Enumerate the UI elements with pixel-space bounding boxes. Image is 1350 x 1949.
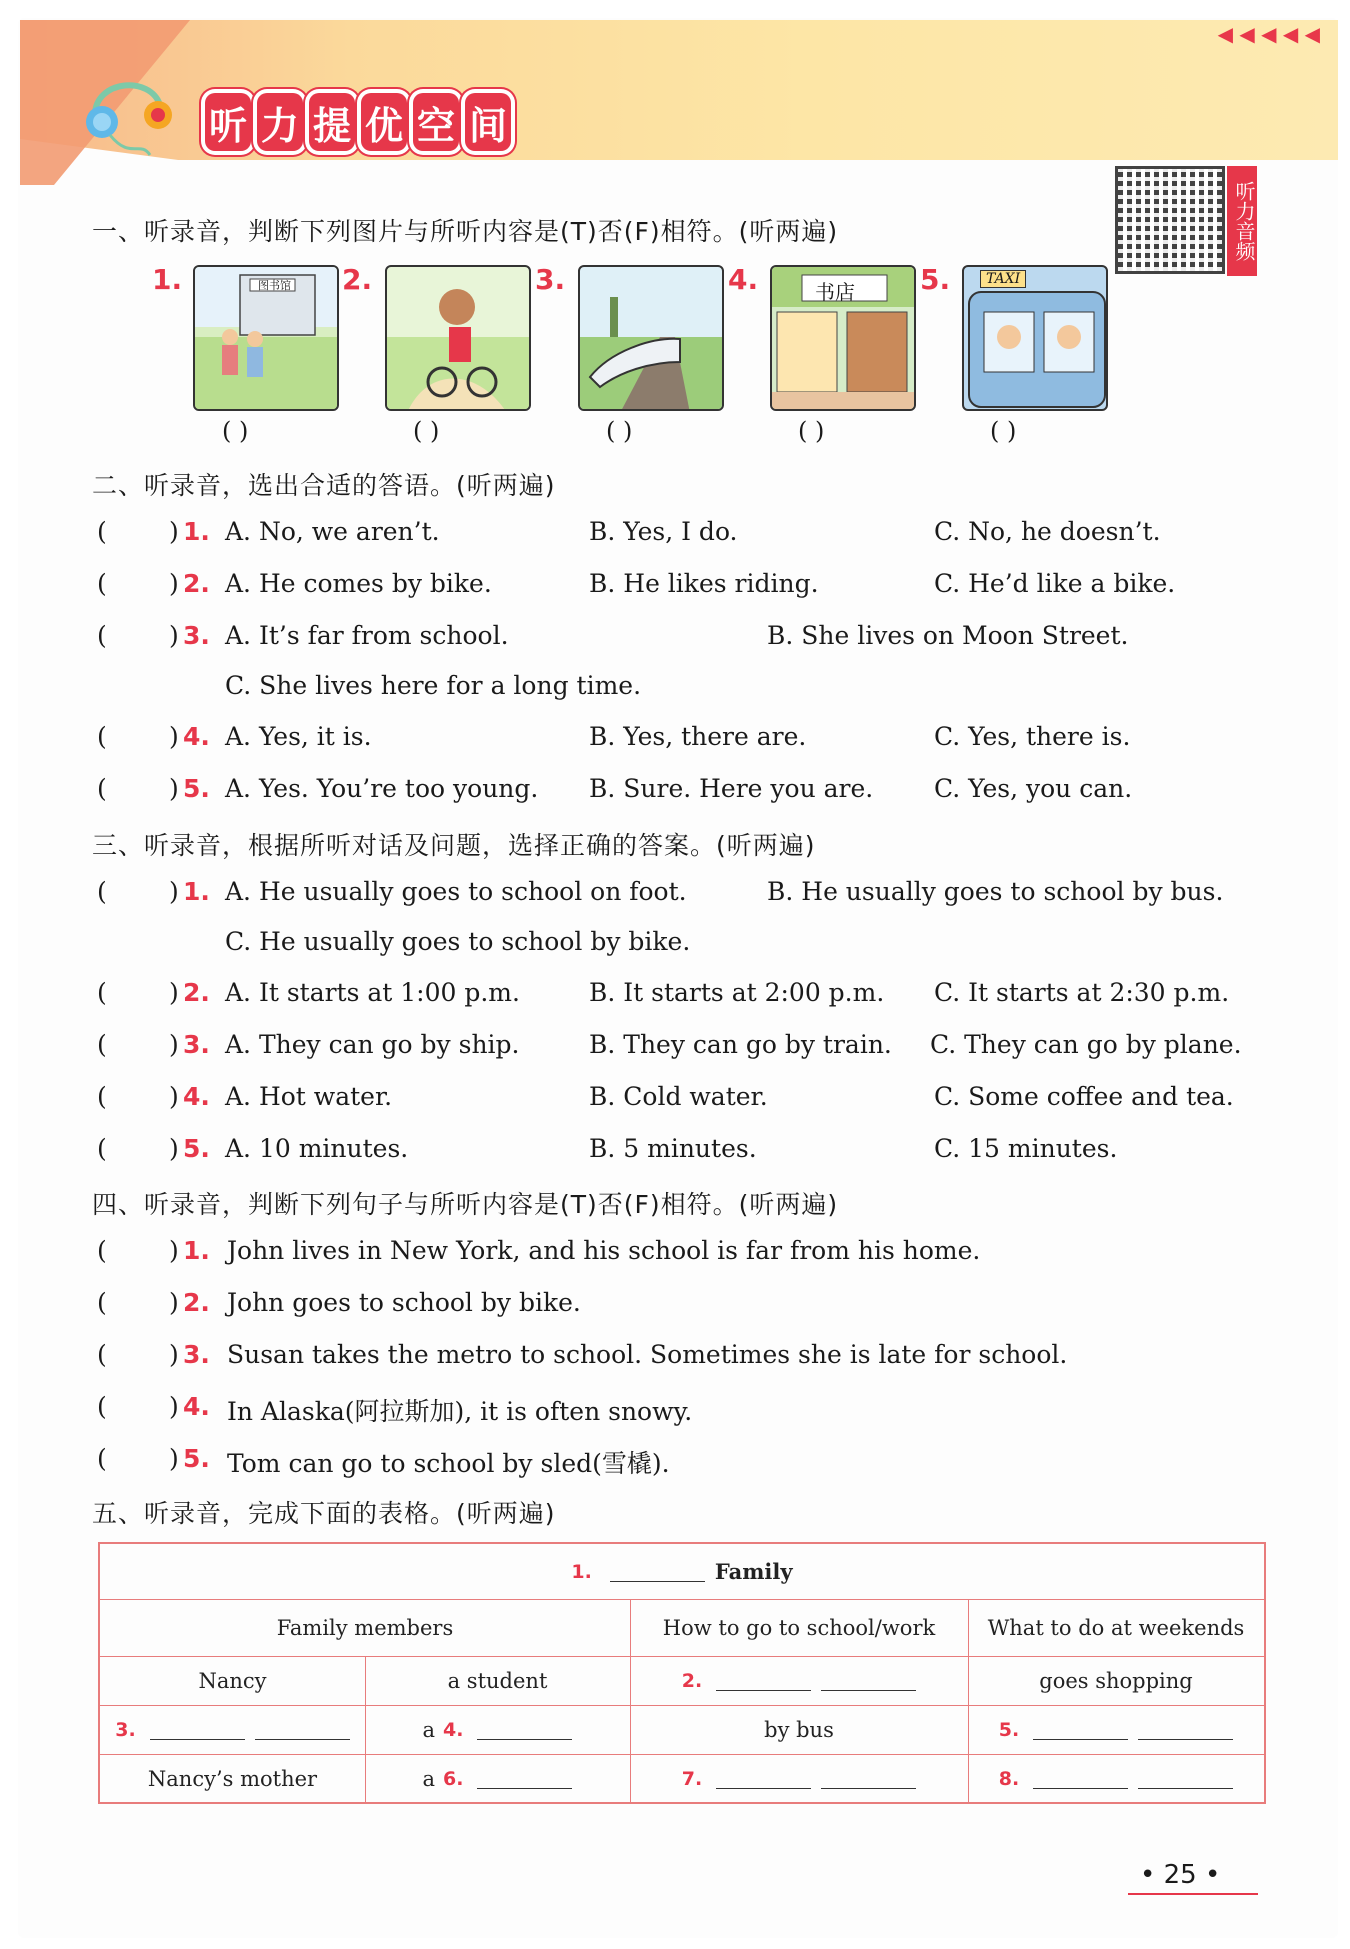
- statement-text: Susan takes the metro to school. Sometimes she is late for school.: [227, 1340, 1068, 1369]
- table-cell: [365, 1705, 630, 1754]
- answer-bracket-close[interactable]: ): [169, 1082, 179, 1111]
- option-a: A. Yes. You’re too young.: [225, 774, 539, 803]
- option-c: C. No, he doesn’t.: [934, 517, 1161, 546]
- answer-blank[interactable]: [1033, 1720, 1128, 1740]
- table-cell: [968, 1754, 1264, 1804]
- question-number: 1.: [183, 877, 210, 906]
- table-cell: Nancy: [198, 1668, 267, 1693]
- option-b: B. She lives on Moon Street.: [767, 621, 1129, 650]
- answer-bracket-open[interactable]: (: [97, 621, 107, 650]
- option-a: A. Hot water.: [225, 1082, 393, 1111]
- answer-blank[interactable]: [1033, 1769, 1128, 1789]
- blank-number: 2.: [681, 1669, 703, 1692]
- answer-bracket[interactable]: ( ): [990, 417, 1017, 445]
- question-number: 3.: [183, 1030, 210, 1059]
- answer-bracket-close[interactable]: ): [169, 621, 179, 650]
- headphone-icon: [80, 70, 180, 160]
- statement-text: In Alaska(阿拉斯加), it is often snowy.: [227, 1397, 693, 1426]
- table-cell: Nancy’s mother: [147, 1767, 318, 1791]
- blank-number: 4.: [443, 1718, 464, 1741]
- answer-bracket-close[interactable]: ): [169, 1340, 179, 1369]
- statement-text: Tom can go to school by sled(雪橇).: [227, 1449, 670, 1478]
- picture-bike-rider: [385, 265, 531, 411]
- answer-bracket-close[interactable]: ): [169, 1236, 179, 1265]
- answer-bracket-close[interactable]: ): [169, 1134, 179, 1163]
- question-number: 4.: [183, 1082, 210, 1111]
- question-number: 5.: [183, 774, 210, 803]
- answer-bracket-open[interactable]: (: [97, 722, 107, 751]
- family-table: [98, 1542, 1266, 1804]
- option-c: C. He usually goes to school by bike.: [225, 927, 691, 956]
- option-b: B. He usually goes to school by bus.: [767, 877, 1224, 906]
- question-number: 2.: [183, 1288, 210, 1317]
- question-number: 4.: [183, 1392, 210, 1421]
- answer-bracket-open[interactable]: (: [97, 1236, 107, 1265]
- table-cell: [365, 1754, 630, 1804]
- question-number: 2.: [183, 569, 210, 598]
- pic-number: 1.: [152, 263, 183, 296]
- table-title: Family: [714, 1559, 793, 1584]
- taxi-icon: [964, 267, 1108, 411]
- answer-bracket[interactable]: ( ): [798, 417, 825, 445]
- option-b: B. He likes riding.: [589, 569, 819, 598]
- option-a: A. Yes, it is.: [225, 722, 372, 751]
- option-c: C. 15 minutes.: [934, 1134, 1118, 1163]
- question-number: 3.: [183, 1340, 210, 1369]
- table-cell: [968, 1705, 1264, 1754]
- section1-title: 一、听录音，判断下列图片与所听内容是(T)否(F)相符。(听两遍): [92, 217, 839, 246]
- answer-bracket-open[interactable]: (: [97, 1082, 107, 1111]
- answer-bracket-close[interactable]: ): [169, 1392, 179, 1421]
- answer-blank[interactable]: [477, 1720, 572, 1740]
- answer-bracket-open[interactable]: (: [97, 1444, 107, 1473]
- question-number: 3.: [183, 621, 210, 650]
- answer-blank[interactable]: [255, 1720, 350, 1740]
- answer-blank[interactable]: [821, 1769, 916, 1789]
- answer-blank[interactable]: [821, 1671, 916, 1691]
- question-number: 1.: [183, 517, 210, 546]
- answer-bracket-open[interactable]: (: [97, 1340, 107, 1369]
- pic-number: 4.: [728, 263, 759, 296]
- pic-number: 3.: [535, 263, 566, 296]
- bike-rider-icon: [387, 267, 531, 411]
- question-number: 5.: [183, 1134, 210, 1163]
- option-b: B. Yes, I do.: [589, 517, 738, 546]
- picture-train: [578, 265, 724, 411]
- answer-bracket-open[interactable]: (: [97, 1030, 107, 1059]
- answer-blank[interactable]: [716, 1671, 811, 1691]
- option-a: A. It starts at 1:00 p.m.: [225, 978, 520, 1007]
- answer-bracket-open[interactable]: (: [97, 774, 107, 803]
- table-cell: [100, 1705, 365, 1754]
- option-a: A. He usually goes to school on foot.: [225, 877, 687, 906]
- blank-number: 3.: [115, 1718, 136, 1741]
- blank-number: 7.: [681, 1768, 703, 1790]
- option-c: C. She lives here for a long time.: [225, 671, 642, 700]
- option-a: A. They can go by ship.: [225, 1030, 520, 1059]
- option-b: B. Cold water.: [589, 1082, 768, 1111]
- section5-title: 五、听录音，完成下面的表格。(听两遍): [92, 1499, 556, 1528]
- title-char: 听: [205, 93, 251, 151]
- pic-number: 5.: [920, 263, 951, 296]
- table-cell: by bus: [764, 1717, 834, 1742]
- train-icon: [580, 267, 724, 411]
- pic-sign-text: 书店: [815, 280, 855, 304]
- answer-bracket[interactable]: ( ): [413, 417, 440, 445]
- answer-blank[interactable]: [716, 1769, 811, 1789]
- blank-number: 1.: [571, 1560, 592, 1583]
- question-number: 4.: [183, 722, 210, 751]
- page-number: • 25 •: [1140, 1860, 1221, 1890]
- answer-blank[interactable]: [150, 1720, 245, 1740]
- answer-bracket-open[interactable]: (: [97, 1134, 107, 1163]
- option-c: C. He’d like a bike.: [934, 569, 1176, 598]
- column-header: What to do at weekends: [987, 1615, 1245, 1640]
- answer-bracket-open[interactable]: (: [97, 517, 107, 546]
- question-number: 2.: [183, 978, 210, 1007]
- page-number-underline: [1128, 1893, 1258, 1895]
- pic-number: 2.: [342, 263, 373, 296]
- option-a: A. No, we aren’t.: [225, 517, 440, 546]
- title-char: 空: [413, 93, 459, 151]
- table-cell: a student: [447, 1668, 548, 1693]
- question-number: 1.: [183, 1236, 210, 1265]
- blank-number: 6.: [443, 1768, 464, 1790]
- option-b: B. Yes, there are.: [589, 722, 807, 751]
- arrow-decoration: ◀ ◀ ◀ ◀ ◀: [1217, 22, 1320, 46]
- blank-number: 8.: [998, 1768, 1020, 1790]
- statement-text: John goes to school by bike.: [227, 1288, 581, 1317]
- option-b: B. It starts at 2:00 p.m.: [589, 978, 885, 1007]
- answer-blank[interactable]: [610, 1562, 705, 1582]
- pic-sign-text: 图书馆: [258, 279, 291, 292]
- statement-text: John lives in New York, and his school is far from his home.: [227, 1236, 981, 1265]
- column-header: How to go to school/work: [662, 1615, 936, 1640]
- option-a: A. It’s far from school.: [225, 621, 509, 650]
- answer-bracket-close[interactable]: ): [169, 1444, 179, 1473]
- qr-code-pattern: [1118, 169, 1222, 271]
- page-title: [205, 93, 511, 151]
- column-header: Family members: [276, 1615, 454, 1640]
- title-char: 间: [465, 93, 511, 151]
- answer-bracket-close[interactable]: ): [169, 569, 179, 598]
- answer-bracket[interactable]: ( ): [222, 417, 249, 445]
- answer-bracket-close[interactable]: ): [169, 978, 179, 1007]
- question-number: 5.: [183, 1444, 210, 1473]
- answer-blank[interactable]: [477, 1769, 572, 1789]
- option-a: A. 10 minutes.: [225, 1134, 409, 1163]
- section3-title: 三、听录音，根据所听对话及问题，选择正确的答案。(听两遍): [92, 831, 816, 860]
- answer-bracket-close[interactable]: ): [169, 1030, 179, 1059]
- option-c: C. Some coffee and tea.: [934, 1082, 1234, 1111]
- option-b: B. 5 minutes.: [589, 1134, 757, 1163]
- section2-title: 二、听录音，选出合适的答语。(听两遍): [92, 471, 556, 500]
- option-a: A. He comes by bike.: [225, 569, 492, 598]
- title-char: 力: [257, 93, 303, 151]
- option-c: C. They can go by plane.: [930, 1030, 1242, 1059]
- article-text: a: [422, 1767, 436, 1791]
- option-b: B. They can go by train.: [589, 1030, 892, 1059]
- answer-bracket-open[interactable]: (: [97, 1392, 107, 1421]
- section4-title: 四、听录音，判断下列句子与所听内容是(T)否(F)相符。(听两遍): [92, 1190, 839, 1219]
- table-cell: goes shopping: [1039, 1668, 1193, 1693]
- answer-bracket-close[interactable]: ): [169, 877, 179, 906]
- article-text: a: [422, 1717, 436, 1742]
- option-c: C. Yes, you can.: [934, 774, 1133, 803]
- pic-sign-text: TAXI: [980, 270, 1026, 288]
- answer-blank[interactable]: [1138, 1720, 1233, 1740]
- qr-label: 听力音频: [1227, 166, 1257, 276]
- answer-blank[interactable]: [1138, 1769, 1233, 1789]
- answer-bracket-close[interactable]: ): [169, 774, 179, 803]
- title-char: 优: [361, 93, 407, 151]
- table-cell: [630, 1656, 968, 1705]
- option-c: C. Yes, there is.: [934, 722, 1131, 751]
- answer-bracket[interactable]: ( ): [606, 417, 633, 445]
- option-c: C. It starts at 2:30 p.m.: [934, 978, 1230, 1007]
- title-char: 提: [309, 93, 355, 151]
- table-title-row: [100, 1544, 1264, 1599]
- answer-bracket-open[interactable]: (: [97, 877, 107, 906]
- blank-number: 5.: [998, 1718, 1020, 1741]
- answer-bracket-close[interactable]: ): [169, 1288, 179, 1317]
- option-b: B. Sure. Here you are.: [589, 774, 874, 803]
- answer-bracket-open[interactable]: (: [97, 569, 107, 598]
- table-cell: [630, 1754, 968, 1804]
- answer-bracket-open[interactable]: (: [97, 978, 107, 1007]
- answer-bracket-close[interactable]: ): [169, 517, 179, 546]
- answer-bracket-close[interactable]: ): [169, 722, 179, 751]
- answer-bracket-open[interactable]: (: [97, 1288, 107, 1317]
